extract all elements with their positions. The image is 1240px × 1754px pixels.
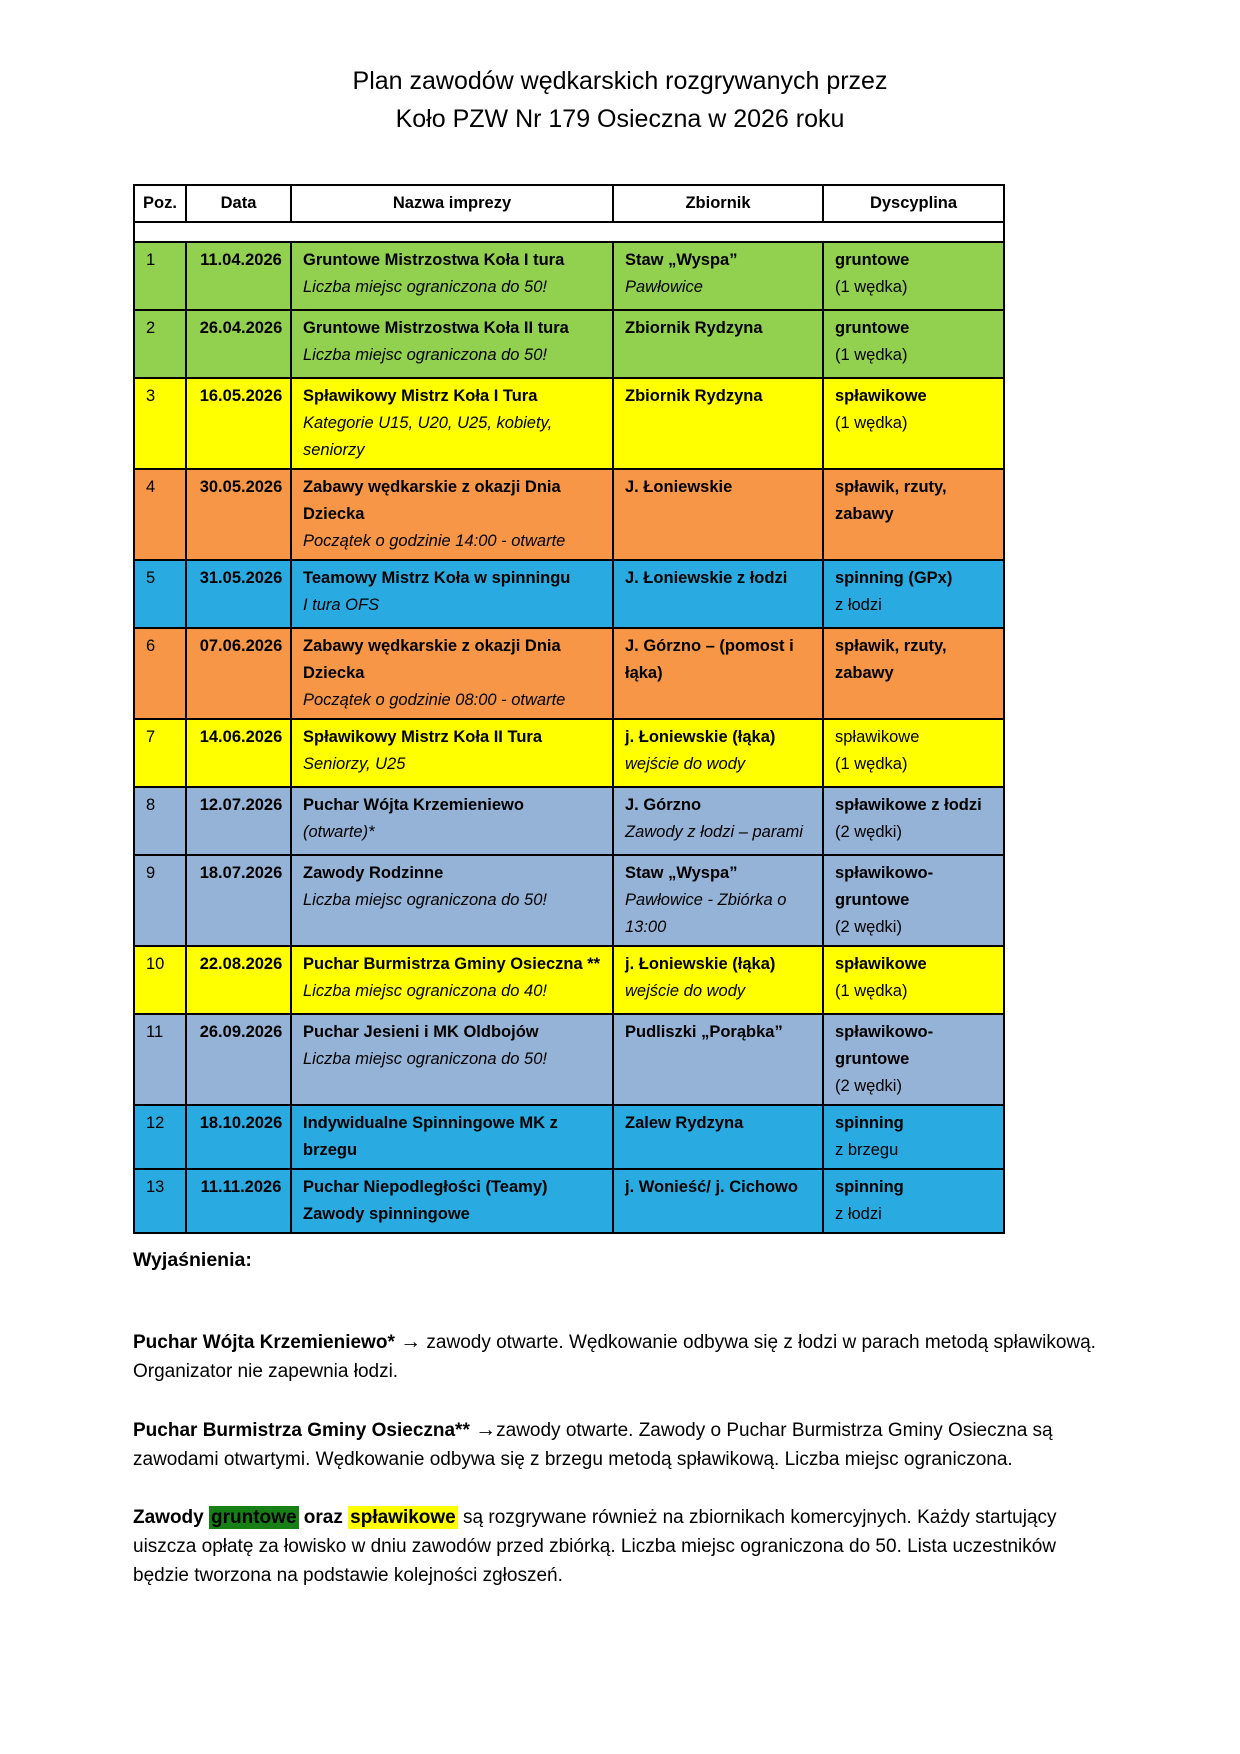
reservoir-line: J. Górzno – (pomost i łąka) bbox=[625, 637, 794, 682]
discipline-line: z łodzi bbox=[835, 596, 882, 614]
discipline-line: (1 wędka) bbox=[835, 346, 908, 364]
cell-event-name bbox=[291, 378, 613, 469]
event-name-line: Liczba miejsc ograniczona do 50! bbox=[303, 1050, 547, 1068]
cell-discipline bbox=[823, 719, 1004, 787]
reservoir-line: Zbiornik Rydzyna bbox=[625, 319, 763, 337]
table-row bbox=[134, 242, 1004, 310]
cell-position: 3 bbox=[134, 378, 186, 469]
cell-event-name bbox=[291, 855, 613, 946]
discipline-line: (1 wędka) bbox=[835, 755, 908, 773]
page-title-line2: Koło PZW Nr 179 Osieczna w 2026 roku bbox=[395, 105, 845, 133]
reservoir-line: J. Łoniewskie bbox=[625, 478, 733, 496]
discipline-line: spławik, rzuty, zabawy bbox=[835, 478, 947, 523]
event-name-line: Liczba miejsc ograniczona do 40! bbox=[303, 982, 547, 1000]
cell-date: 16.05.2026 bbox=[186, 378, 291, 469]
table-row bbox=[134, 560, 1004, 628]
reservoir-line: Zalew Rydzyna bbox=[625, 1114, 744, 1132]
discipline-line: spławikowe bbox=[835, 387, 927, 405]
cell-date: 14.06.2026 bbox=[186, 719, 291, 787]
cell-position: 9 bbox=[134, 855, 186, 946]
cell-discipline bbox=[823, 946, 1004, 1014]
reservoir-line: Zawody z łodzi – parami bbox=[625, 823, 803, 841]
cell-event-name bbox=[291, 719, 613, 787]
cell-event-name bbox=[291, 310, 613, 378]
discipline-line: (1 wędka) bbox=[835, 414, 908, 432]
event-name-line: Gruntowe Mistrzostwa Koła I tura bbox=[303, 251, 565, 269]
cell-reservoir bbox=[613, 787, 823, 855]
cell-event-name bbox=[291, 469, 613, 560]
cell-reservoir bbox=[613, 855, 823, 946]
cell-event-name bbox=[291, 946, 613, 1014]
event-name-line: (otwarte)* bbox=[303, 823, 375, 841]
explanation-paragraph bbox=[133, 1327, 1111, 1386]
discipline-line: spinning bbox=[835, 1114, 904, 1132]
reservoir-line: J. Łoniewskie z łodzi bbox=[625, 569, 788, 587]
event-name-line: Zabawy wędkarskie z okazji Dnia Dziecka bbox=[303, 637, 561, 682]
cell-position: 12 bbox=[134, 1105, 186, 1169]
discipline-line: (1 wędka) bbox=[835, 278, 908, 296]
cell-position: 1 bbox=[134, 242, 186, 310]
event-name-line: Zawody Rodzinne bbox=[303, 864, 444, 882]
cell-position: 6 bbox=[134, 628, 186, 719]
discipline-line: (2 wędki) bbox=[835, 823, 902, 841]
reservoir-line: j. Wonieść/ j. Cichowo bbox=[625, 1178, 798, 1196]
table-row bbox=[134, 1105, 1004, 1169]
event-name-line: Spławikowy Mistrz Koła II Tura bbox=[303, 728, 542, 746]
table-row bbox=[134, 719, 1004, 787]
table-header-row bbox=[134, 185, 1004, 222]
table-row bbox=[134, 469, 1004, 560]
column-header-data: Data bbox=[186, 185, 291, 222]
reservoir-line: Staw „Wyspa” bbox=[625, 251, 738, 269]
reservoir-line: J. Górzno bbox=[625, 796, 702, 814]
cell-date: 12.07.2026 bbox=[186, 787, 291, 855]
discipline-line: spławikowe bbox=[835, 955, 927, 973]
schedule-table bbox=[133, 184, 1005, 1234]
discipline-line: spławik, rzuty, zabawy bbox=[835, 637, 947, 682]
cell-discipline bbox=[823, 1105, 1004, 1169]
cell-reservoir bbox=[613, 310, 823, 378]
cell-reservoir bbox=[613, 469, 823, 560]
column-header-dyscyplina: Dyscyplina bbox=[823, 185, 1004, 222]
cell-position: 5 bbox=[134, 560, 186, 628]
reservoir-line: Zbiornik Rydzyna bbox=[625, 387, 763, 405]
explanations-heading: Wyjaśnienia: bbox=[133, 1249, 252, 1271]
event-name-line: Początek o godzinie 14:00 - otwarte bbox=[303, 532, 566, 550]
event-name-line: Seniorzy, U25 bbox=[303, 755, 406, 773]
event-name-line: Puchar Burmistrza Gminy Osieczna ** bbox=[303, 955, 601, 973]
page-title bbox=[0, 0, 1240, 138]
discipline-line: spławikowo-gruntowe bbox=[835, 864, 934, 909]
spacer-row bbox=[134, 222, 1004, 242]
cell-reservoir bbox=[613, 378, 823, 469]
cell-position: 13 bbox=[134, 1169, 186, 1233]
reservoir-line: j. Łoniewskie (łąka) bbox=[625, 728, 776, 746]
reservoir-line: Pawłowice - Zbiórka o 13:00 bbox=[625, 891, 787, 936]
event-name-line: Teamowy Mistrz Koła w spinningu bbox=[303, 569, 571, 587]
cell-event-name bbox=[291, 1105, 613, 1169]
cell-discipline bbox=[823, 310, 1004, 378]
cell-position: 2 bbox=[134, 310, 186, 378]
cell-date: 11.11.2026 bbox=[186, 1169, 291, 1233]
discipline-line: gruntowe bbox=[835, 319, 910, 337]
cell-discipline bbox=[823, 469, 1004, 560]
cell-event-name bbox=[291, 1169, 613, 1233]
page-title-line1: Plan zawodów wędkarskich rozgrywanych przez bbox=[352, 67, 888, 95]
column-header-zbiornik: Zbiornik bbox=[613, 185, 823, 222]
cell-date: 26.09.2026 bbox=[186, 1014, 291, 1105]
event-name-line: Zabawy wędkarskie z okazji Dnia Dziecka bbox=[303, 478, 561, 523]
discipline-line: spinning (GPx) bbox=[835, 569, 953, 587]
reservoir-line: Pawłowice bbox=[625, 278, 703, 296]
event-name-line: Liczba miejsc ograniczona do 50! bbox=[303, 891, 547, 909]
reservoir-line: wejście do wody bbox=[625, 755, 746, 773]
cell-reservoir bbox=[613, 1169, 823, 1233]
reservoir-line: Pudliszki „Porąbka” bbox=[625, 1023, 783, 1041]
explanation-text: zawody otwarte. Zawody o Puchar Burmistrza Gminy Osieczna są zawodami otwartymi. Wędkowanie odbywa się z brzegu metodą spławikową. Liczba miejsc ograniczona. bbox=[133, 1420, 1053, 1470]
discipline-line: (2 wędki) bbox=[835, 918, 902, 936]
reservoir-line: Staw „Wyspa” bbox=[625, 864, 738, 882]
discipline-line: (1 wędka) bbox=[835, 982, 908, 1000]
event-name-line: Indywidualne Spinningowe MK z brzegu bbox=[303, 1114, 558, 1159]
discipline-line: spławikowe bbox=[835, 728, 920, 746]
cell-position: 8 bbox=[134, 787, 186, 855]
event-name-line: Zawody spinningowe bbox=[303, 1205, 470, 1223]
explanations-section bbox=[133, 1246, 1111, 1590]
explanation-text: spławikowe bbox=[350, 1507, 456, 1528]
explanation-text: oraz bbox=[298, 1507, 349, 1528]
event-name-line: Kategorie U15, U20, U25, kobiety, seniorzy bbox=[303, 414, 553, 459]
event-name-line: Puchar Wójta Krzemieniewo bbox=[303, 796, 524, 814]
explanation-text: Puchar Burmistrza Gminy Osieczna** bbox=[133, 1420, 476, 1441]
cell-discipline bbox=[823, 628, 1004, 719]
cell-date: 30.05.2026 bbox=[186, 469, 291, 560]
explanation-text: są rozgrywane również na zbiornikach komercyjnych. Każdy startujący uiszcza opłatę za łowisko w dniu zawodów przed zbiórką. Liczba miejsc ograniczona do 50. Lista uczestników będzie tworzona na podstawie kolejności zgłoszeń. bbox=[133, 1507, 1057, 1586]
cell-reservoir bbox=[613, 946, 823, 1014]
cell-event-name bbox=[291, 242, 613, 310]
cell-discipline bbox=[823, 242, 1004, 310]
explanation-paragraph bbox=[133, 1503, 1111, 1590]
discipline-line: spławikowo-gruntowe bbox=[835, 1023, 934, 1068]
cell-discipline bbox=[823, 1169, 1004, 1233]
event-name-line: I tura OFS bbox=[303, 596, 380, 614]
reservoir-line: wejście do wody bbox=[625, 982, 746, 1000]
event-name-line: Puchar Niepodległości (Teamy) bbox=[303, 1178, 548, 1196]
cell-discipline bbox=[823, 378, 1004, 469]
table-row bbox=[134, 628, 1004, 719]
cell-position: 10 bbox=[134, 946, 186, 1014]
arrow-icon: → bbox=[400, 1330, 422, 1353]
event-name-line: Liczba miejsc ograniczona do 50! bbox=[303, 278, 547, 296]
cell-position: 7 bbox=[134, 719, 186, 787]
event-name-line: Liczba miejsc ograniczona do 50! bbox=[303, 346, 547, 364]
cell-date: 18.07.2026 bbox=[186, 855, 291, 946]
table-row bbox=[134, 787, 1004, 855]
cell-event-name bbox=[291, 560, 613, 628]
event-name-line: Gruntowe Mistrzostwa Koła II tura bbox=[303, 319, 569, 337]
cell-discipline bbox=[823, 787, 1004, 855]
cell-date: 26.04.2026 bbox=[186, 310, 291, 378]
event-name-line: Spławikowy Mistrz Koła I Tura bbox=[303, 387, 538, 405]
explanation-text: Puchar Wójta Krzemieniewo* bbox=[133, 1332, 401, 1353]
cell-event-name bbox=[291, 628, 613, 719]
discipline-line: spinning bbox=[835, 1178, 904, 1196]
cell-date: 22.08.2026 bbox=[186, 946, 291, 1014]
cell-event-name bbox=[291, 787, 613, 855]
cell-position: 4 bbox=[134, 469, 186, 560]
cell-date: 07.06.2026 bbox=[186, 628, 291, 719]
column-header-nazwa: Nazwa imprezy bbox=[291, 185, 613, 222]
column-header-poz: Poz. bbox=[134, 185, 186, 222]
explanation-text: gruntowe bbox=[211, 1507, 297, 1528]
cell-reservoir bbox=[613, 1105, 823, 1169]
cell-event-name bbox=[291, 1014, 613, 1105]
cell-reservoir bbox=[613, 242, 823, 310]
explanation-paragraph bbox=[133, 1415, 1111, 1474]
event-name-line: Początek o godzinie 08:00 - otwarte bbox=[303, 691, 566, 709]
table-row bbox=[134, 1014, 1004, 1105]
cell-reservoir bbox=[613, 719, 823, 787]
cell-reservoir bbox=[613, 628, 823, 719]
table-row bbox=[134, 946, 1004, 1014]
table-row bbox=[134, 310, 1004, 378]
discipline-line: z brzegu bbox=[835, 1141, 899, 1159]
cell-discipline bbox=[823, 855, 1004, 946]
cell-date: 31.05.2026 bbox=[186, 560, 291, 628]
explanation-text: Zawody bbox=[133, 1507, 210, 1528]
cell-discipline bbox=[823, 1014, 1004, 1105]
explanation-text: zawody otwarte. Wędkowanie odbywa się z łodzi w parach metodą spławikową. Organizator nie zapewnia łodzi. bbox=[133, 1332, 1096, 1382]
cell-position: 11 bbox=[134, 1014, 186, 1105]
table-row bbox=[134, 1169, 1004, 1233]
table-row bbox=[134, 378, 1004, 469]
cell-date: 18.10.2026 bbox=[186, 1105, 291, 1169]
discipline-line: spławikowe z łodzi bbox=[835, 796, 982, 814]
arrow-icon: → bbox=[475, 1418, 497, 1441]
discipline-line: z łodzi bbox=[835, 1205, 882, 1223]
cell-discipline bbox=[823, 560, 1004, 628]
discipline-line: gruntowe bbox=[835, 251, 910, 269]
table-row bbox=[134, 855, 1004, 946]
cell-date: 11.04.2026 bbox=[186, 242, 291, 310]
event-name-line: Puchar Jesieni i MK Oldbojów bbox=[303, 1023, 539, 1041]
spacer-cell bbox=[134, 222, 1004, 242]
reservoir-line: j. Łoniewskie (łąka) bbox=[625, 955, 776, 973]
discipline-line: (2 wędki) bbox=[835, 1077, 902, 1095]
cell-reservoir bbox=[613, 560, 823, 628]
cell-reservoir bbox=[613, 1014, 823, 1105]
